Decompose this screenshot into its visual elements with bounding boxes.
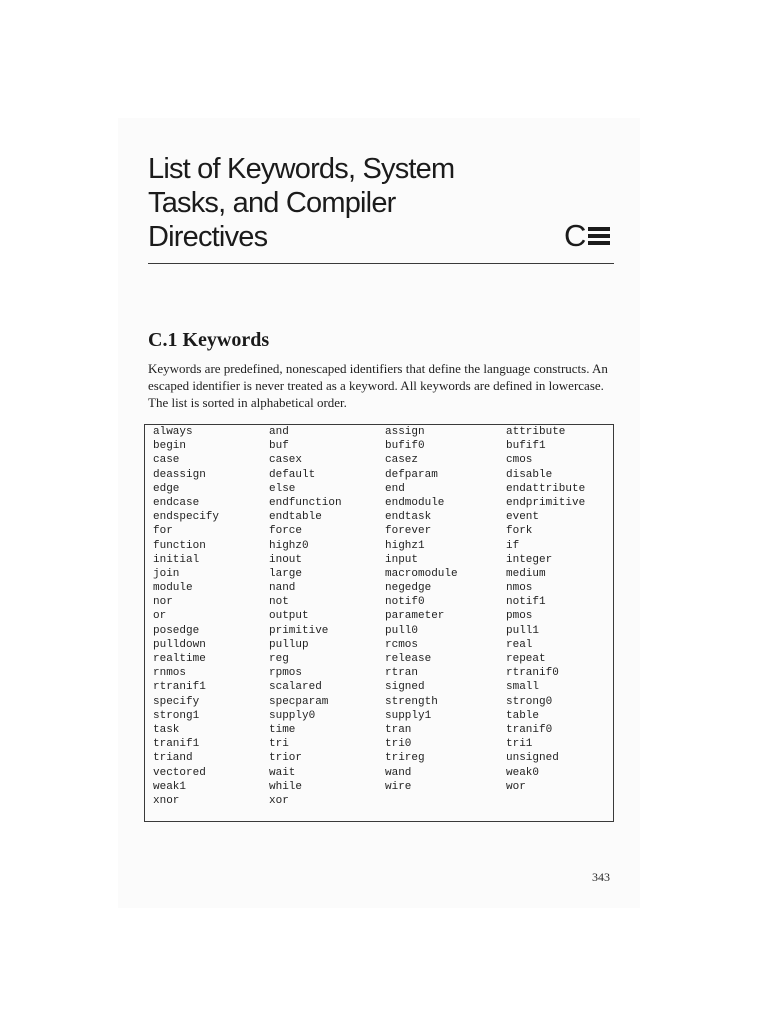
keyword-cell: real	[506, 638, 533, 651]
chapter-title	[148, 152, 508, 254]
keyword-cell: tran	[385, 723, 412, 736]
keyword-cell: for	[153, 525, 173, 538]
keyword-cell: assign	[385, 426, 425, 438]
keyword-cell: wait	[269, 766, 296, 779]
keyword-cell: strong1	[153, 709, 200, 722]
keyword-cell: function	[153, 539, 206, 552]
keyword-cell: pull0	[385, 624, 419, 637]
keyword-cell: endcase	[153, 496, 200, 509]
keyword-cell: integer	[506, 553, 553, 566]
keyword-cell: supply1	[385, 709, 432, 722]
keyword-cell	[385, 794, 506, 808]
keyword-cell: buf	[269, 440, 289, 453]
keyword-cell: tranif0	[506, 723, 553, 736]
keyword-cell: time	[269, 723, 296, 736]
keyword-cell: nand	[269, 582, 296, 595]
keyword-cell: tri1	[506, 738, 533, 751]
page-number: 343	[592, 870, 610, 884]
keyword-cell: rtran	[385, 667, 419, 680]
keyword-cell: medium	[506, 567, 546, 580]
keyword-cell: tri0	[385, 738, 412, 751]
keyword-cell: parameter	[385, 610, 445, 623]
keyword-cell: casex	[269, 454, 303, 467]
keyword-cell: else	[269, 482, 296, 495]
keyword-cell: tri	[269, 738, 289, 751]
keyword-cell: not	[269, 596, 289, 609]
keyword-cell: wor	[506, 780, 526, 793]
keyword-cell: reg	[269, 653, 289, 665]
chapter-title-line-3: Directives	[148, 221, 268, 253]
keyword-cell: small	[506, 681, 540, 694]
keyword-cell: defparam	[385, 468, 438, 481]
keyword-cell: bufif1	[506, 440, 546, 453]
keyword-cell: strong0	[506, 695, 553, 708]
section-intro: Keywords are predefined, nonescaped identifiers that define the language constructs. An escaped identifier is never treated as a keyword. All keywords are defined in lowercase. The list is sorted in alphabetical order.	[148, 361, 608, 410]
section-heading: C.1 Keywords	[148, 329, 270, 351]
keyword-cell: posedge	[153, 624, 200, 637]
keyword-cell: if	[506, 539, 520, 552]
keyword-cell: or	[153, 610, 167, 623]
keyword-cell: endprimitive	[506, 496, 586, 509]
keyword-cell: join	[153, 567, 180, 580]
keyword-cell: supply0	[269, 709, 316, 722]
keyword-cell: primitive	[269, 624, 329, 637]
keyword-cell: specparam	[269, 695, 329, 708]
keyword-cell: xnor	[153, 794, 180, 807]
keyword-cell: release	[385, 653, 432, 665]
keyword-cell: tranif1	[153, 738, 200, 751]
keyword-cell: deassign	[153, 468, 206, 481]
keyword-cell: realtime	[153, 653, 206, 665]
keyword-cell: vectored	[153, 766, 206, 779]
keyword-cell: event	[506, 511, 540, 524]
keyword-cell: weak0	[506, 766, 540, 779]
keyword-cell: disable	[506, 468, 553, 481]
keyword-cell: unsigned	[506, 752, 559, 765]
keyword-cell: triand	[153, 752, 193, 765]
keyword-cell: wand	[385, 766, 412, 779]
keyword-cell: pull1	[506, 624, 540, 637]
keyword-cell: endtable	[269, 511, 322, 524]
keyword-cell: trireg	[385, 752, 425, 765]
keyword-cell: output	[269, 610, 309, 623]
keyword-cell: highz0	[269, 539, 309, 552]
keyword-cell: input	[385, 553, 419, 566]
keyword-cell: endtask	[385, 511, 432, 524]
keyword-cell: repeat	[506, 653, 546, 665]
keyword-cell: attribute	[506, 426, 566, 438]
keyword-cell: strength	[385, 695, 438, 708]
keyword-cell: endmodule	[385, 496, 445, 509]
keyword-cell: edge	[153, 482, 180, 495]
keyword-cell: end	[385, 482, 405, 495]
three-bars-icon	[588, 224, 610, 248]
keyword-cell: notif1	[506, 596, 546, 609]
keyword-cell: endspecify	[153, 511, 220, 524]
keyword-cell: case	[153, 454, 180, 467]
keyword-cell: module	[153, 582, 193, 595]
keyword-cell: rtranif0	[506, 667, 559, 680]
keyword-cell: weak1	[153, 780, 187, 793]
keyword-cell: macromodule	[385, 567, 458, 580]
keyword-cell: rcmos	[385, 638, 419, 651]
keyword-cell: signed	[385, 681, 425, 694]
keyword-cell: force	[269, 525, 303, 538]
keyword-cell	[506, 794, 616, 808]
chapter-title-line-1: List of Keywords, System	[148, 153, 455, 185]
chapter-title-line-2: Tasks, and Compiler	[148, 187, 396, 219]
keyword-cell: pullup	[269, 638, 309, 651]
keyword-cell: highz1	[385, 539, 425, 552]
chapter-mark	[564, 219, 610, 253]
keyword-cell: forever	[385, 525, 432, 538]
keyword-cell: nmos	[506, 582, 533, 595]
keyword-cell: endfunction	[269, 496, 342, 509]
keyword-cell: always	[153, 426, 193, 438]
keywords-grid	[153, 425, 616, 808]
keyword-cell: large	[269, 567, 303, 580]
keyword-cell: cmos	[506, 454, 533, 467]
keyword-cell: pulldown	[153, 638, 206, 651]
chapter-letter: C	[564, 218, 587, 253]
keyword-cell: wire	[385, 780, 412, 793]
keyword-cell: table	[506, 709, 540, 722]
keyword-cell: negedge	[385, 582, 432, 595]
title-divider	[148, 263, 614, 264]
keyword-cell: rpmos	[269, 667, 303, 680]
keyword-cell: rtranif1	[153, 681, 206, 694]
keyword-cell: nor	[153, 596, 173, 609]
keyword-cell: notif0	[385, 596, 425, 609]
keyword-cell: bufif0	[385, 440, 425, 453]
keyword-cell: xor	[269, 794, 289, 807]
keyword-cell: scalared	[269, 681, 322, 694]
keyword-cell: and	[269, 426, 289, 438]
keyword-cell: specify	[153, 695, 200, 708]
keyword-cell: begin	[153, 440, 187, 453]
keyword-cell: default	[269, 468, 316, 481]
keyword-cell: casez	[385, 454, 419, 467]
keyword-cell: rnmos	[153, 667, 187, 680]
keyword-cell: inout	[269, 553, 303, 566]
keywords-table	[144, 424, 614, 822]
keyword-cell: initial	[153, 553, 200, 566]
keyword-cell: endattribute	[506, 482, 586, 495]
keyword-cell: while	[269, 780, 303, 793]
keyword-cell: task	[153, 723, 180, 736]
keyword-cell: pmos	[506, 610, 533, 623]
keyword-cell: trior	[269, 752, 303, 765]
keyword-cell: fork	[506, 525, 533, 538]
